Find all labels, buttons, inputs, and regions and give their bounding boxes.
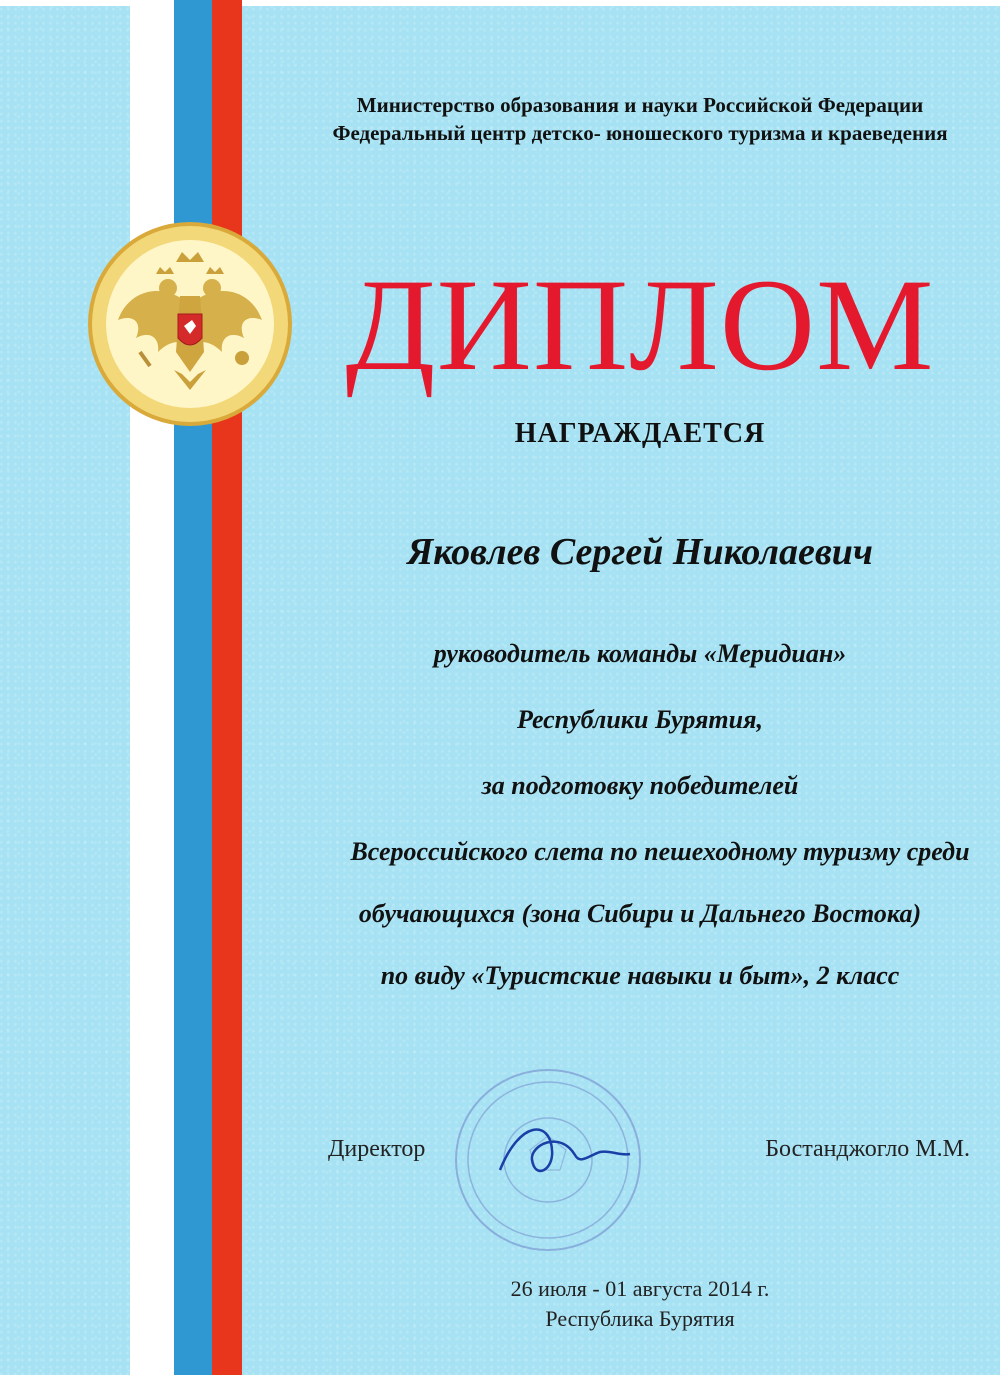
body-line-2: Республики Бурятия, (517, 705, 763, 734)
header-ministry: Министерство образования и науки Российской Федерации (356, 93, 924, 117)
official-stamp-icon (440, 1060, 670, 1260)
body-line-6: по виду «Туристские навыки и быт», 2 класс (380, 961, 900, 990)
flag-stripe-white (130, 0, 174, 1375)
page-title: ДИПЛОМ (345, 251, 935, 398)
recipient-name: Яковлев Сергей Николаевич (407, 531, 873, 573)
signature-role: Директор (328, 1136, 426, 1162)
body-line-3: за подготовку победителей (481, 771, 799, 800)
flag-stripe-blue (174, 0, 212, 1375)
event-place: Республика Бурятия (545, 1306, 735, 1331)
flag-stripe-red (212, 0, 242, 1375)
awarded-label: НАГРАЖДАЕТСЯ (514, 418, 766, 449)
body-line-4: Всероссийского слета по пешеходному туризму среди (350, 837, 970, 866)
russian-coat-of-arms-icon (88, 222, 292, 426)
header-center: Федеральный центр детско- юношеского туризма и краеведения (332, 121, 948, 145)
body-line-5: обучающихся (зона Сибири и Дальнего Востока) (358, 899, 922, 928)
body-line-1: руководитель команды «Меридиан» (433, 639, 847, 668)
signature-name: Бостанджогло М.М. (765, 1136, 970, 1162)
event-date: 26 июля - 01 августа 2014 г. (510, 1276, 770, 1301)
